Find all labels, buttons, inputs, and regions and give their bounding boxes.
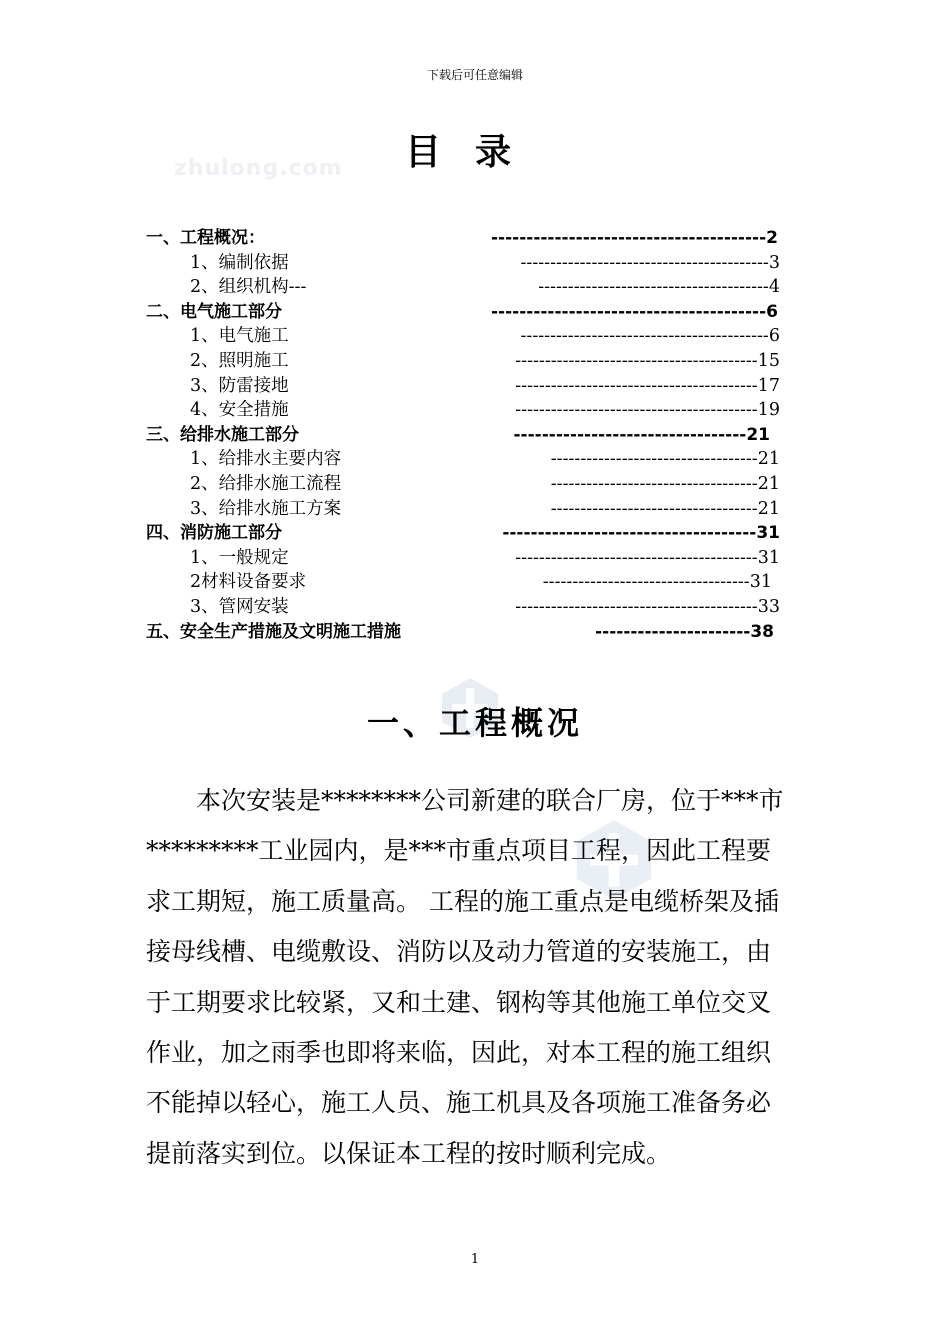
toc-entry[interactable] — [146, 521, 780, 545]
toc-entry-label: 3、给排水施工方案 — [190, 498, 342, 519]
toc-entry-label: 1、编制依据 — [190, 252, 289, 273]
toc-entry-page: 31 — [756, 523, 780, 544]
watermark-text: zhulong.com — [174, 156, 343, 181]
toc-entry-label: 2、给排水施工流程 — [190, 474, 342, 494]
toc-entry-label: 2、照明施工 — [190, 351, 289, 371]
toc-entry-page: 31 — [749, 572, 772, 593]
toc-entry-page: 21 — [757, 498, 780, 519]
toc-entry-page: 6 — [766, 301, 778, 322]
toc-entry-label: 1、电气施工 — [190, 326, 289, 347]
toc-entry-leader: ----------------------------------- — [542, 572, 750, 593]
toc-entry-leader: ---------------------- — [595, 621, 751, 642]
toc-entry-leader: ------------------------------------ — [502, 523, 757, 544]
toc-entry[interactable] — [146, 300, 778, 324]
toc-entry[interactable] — [146, 620, 774, 644]
toc-entry-leader: --------------------------------------- — [490, 301, 767, 322]
toc-entry[interactable] — [190, 275, 780, 299]
toc-entry-leader: --------------------------------- — [513, 424, 747, 445]
toc-entry-label: 3、管网安装 — [190, 597, 289, 617]
toc-entry[interactable] — [190, 374, 780, 398]
toc-entry[interactable] — [190, 497, 780, 521]
paragraph-line: 接母线槽、电缆敷设、消防以及动力管道的安装施工，由 — [146, 937, 772, 967]
toc-entry-leader: ----------------------------------------- — [515, 351, 758, 371]
toc-entry-label: 1、一般规定 — [190, 547, 289, 568]
toc-entry[interactable] — [190, 570, 772, 594]
paragraph-line: 作业，加之雨季也即将来临，因此，对本工程的施工组织 — [146, 1037, 772, 1067]
toc-entry-page: 17 — [757, 375, 780, 396]
toc-entry-page: 38 — [750, 621, 774, 642]
toc-entry-page: 21 — [746, 424, 770, 445]
toc-entry[interactable] — [190, 251, 780, 275]
toc-entry-page: 19 — [757, 400, 780, 421]
toc-entry-page: 15 — [757, 351, 780, 371]
paragraph-line: 求工期短，施工质量高。 工程的施工重点是电缆桥架及插 — [146, 886, 779, 916]
toc-entry-leader: ----------------------------------- — [550, 449, 758, 470]
toc-entry-leader: --------------------------------------- — [538, 277, 769, 298]
toc-entry-page: 2 — [766, 228, 778, 248]
toc-entry-label: 一、工程概况： — [146, 228, 265, 248]
toc-entry-label: 3、防雷接地 — [190, 375, 289, 396]
section-title: 一、工程概况 — [366, 704, 583, 742]
toc-entry[interactable] — [190, 324, 780, 348]
toc-entry-leader: ----------------------------------------- — [515, 400, 758, 421]
paragraph-line: 于工期要求比较紧，又和土建、钢构等其他施工单位交叉 — [146, 987, 772, 1017]
toc-entry-leader: ----------------------------------------- — [515, 375, 758, 396]
toc-entry-leader: ----------------------------------------- — [515, 547, 758, 568]
toc-entry-page: 21 — [757, 474, 780, 494]
toc-entry-leader: ------------------------------------------ — [520, 252, 769, 273]
paragraph-line: *********工业园内，是***市重点项目工程，因此工程要 — [146, 836, 772, 866]
paragraph-line: 本次安装是********公司新建的联合厂房，位于***市 — [196, 786, 784, 815]
toc-entry[interactable] — [190, 595, 780, 619]
toc-entry[interactable] — [190, 349, 780, 373]
toc-entry[interactable] — [190, 447, 780, 471]
toc-entry-leader: --------------------------------------- — [490, 228, 767, 248]
toc-entry-page: 3 — [768, 252, 780, 273]
toc-title: 目录 — [404, 131, 545, 173]
toc-entry-label: 三、给排水施工部分 — [146, 424, 299, 445]
toc-entry-page: 4 — [768, 277, 780, 298]
toc-entry-label: 二、电气施工部分 — [146, 301, 282, 322]
toc-entry-page: 33 — [757, 597, 780, 617]
toc-entry-leader: ----------------------------------------- — [515, 597, 758, 617]
toc-entry[interactable] — [146, 226, 778, 250]
toc-entry-label: 2材料设备要求 — [190, 572, 307, 593]
toc-entry-label: 五、安全生产措施及文明施工措施 — [146, 621, 401, 642]
page-header-note: 下载后可任意编辑 — [426, 68, 523, 82]
toc-entry[interactable] — [146, 423, 770, 447]
toc-entry-label: 四、消防施工部分 — [146, 523, 282, 544]
page-number: 1 — [470, 1252, 480, 1267]
toc-entry-label: 1、给排水主要内容 — [190, 449, 342, 470]
toc-entry-leader: ----------------------------------- — [550, 498, 758, 519]
body-paragraph — [146, 776, 808, 1179]
toc-entry-label: 2、组织机构--- — [190, 277, 307, 298]
toc-entry[interactable] — [190, 472, 780, 496]
paragraph-line: 不能掉以轻心，施工人员、施工机具及各项施工准备务必 — [146, 1088, 772, 1118]
toc-entry-page: 31 — [757, 547, 780, 568]
toc-entry-label: 4、安全措施 — [190, 400, 289, 421]
toc-entry-page: 6 — [768, 326, 780, 347]
toc-entry[interactable] — [190, 398, 780, 422]
toc-entry[interactable] — [190, 546, 780, 570]
toc-entry-page: 21 — [757, 449, 780, 470]
toc-entry-leader: ------------------------------------------ — [520, 326, 769, 347]
toc-entry-leader: ----------------------------------- — [550, 474, 758, 494]
paragraph-line: 提前落实到位。以保证本工程的按时顺利完成。 — [146, 1138, 672, 1168]
